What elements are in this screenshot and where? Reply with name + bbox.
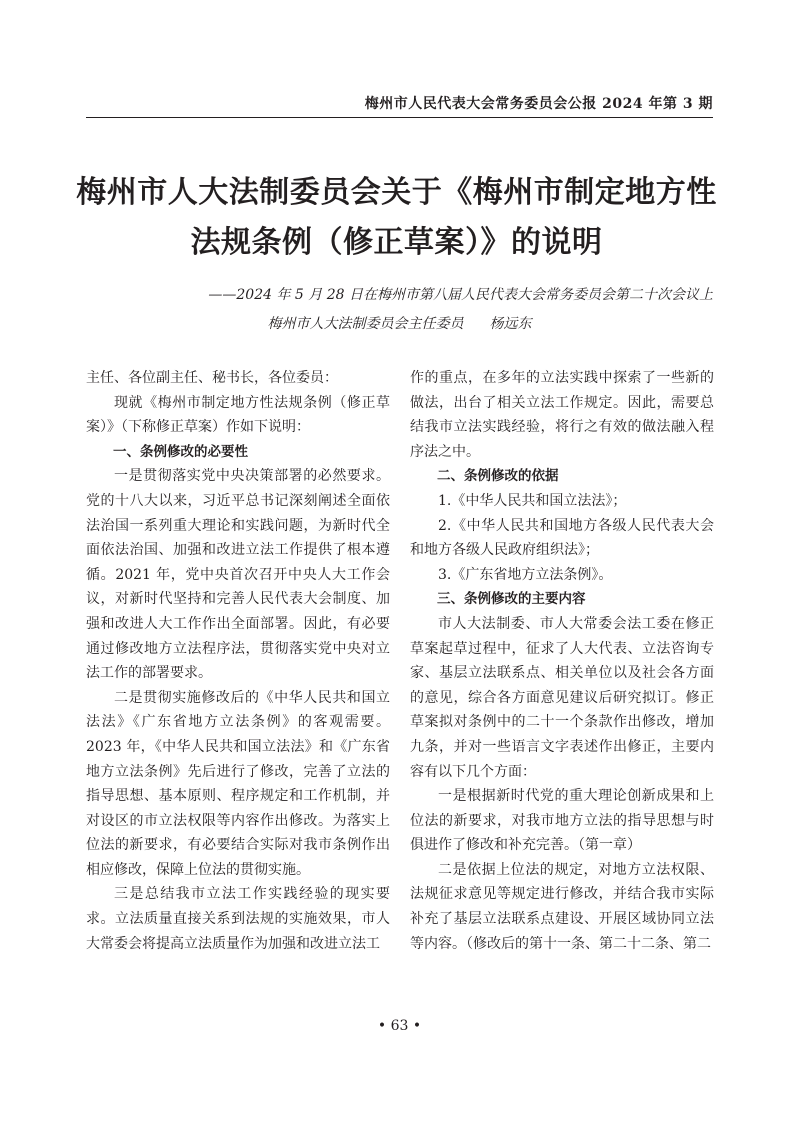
header-divider	[86, 117, 713, 118]
right-column	[410, 366, 714, 981]
paragraph-necessity-3-continued: 作的重点，在多年的立法实践中探索了一些新的做法，出台了相关立法工作规定。因此，需要总结我市立法实践经验，将行之有效的做法融入程序法之中。	[410, 370, 714, 460]
paragraph-content-2: 二是依据上位法的规定，对地方立法权限、法规征求意见等规定进行修改，并结合我市实际补充了基层立法联系点建设、开展区域协同立法等内容。（修改后的第十一条、第二十二条、第二	[410, 861, 714, 952]
title-line-2: 法规条例（修正草案）》的说明	[190, 225, 603, 260]
paragraph-necessity-2: 二是贯彻实施修改后的《中华人民共和国立法法》《广东省地方立法条例》的客观需要。2023 年，《中华人民共和国立法法》和《广东省地方立法条例》先后进行了修改，完善了立法的指导思想、基本原则、程序规定和工作机制，并对设区的市立法权限等内容作出修改。为落实上位法的新要求，有必要结合实际对我市条例作出相应修改，保障上位法的贯彻实施。	[86, 689, 390, 878]
document-title	[60, 168, 733, 268]
paragraph-content-1: 一是根据新时代党的重大理论创新成果和上位法的新要求，对我市地方立法的指导思想与时俱进作了修改和补充完善。（第一章）	[410, 788, 714, 854]
page-number: • 63 •	[377, 1018, 422, 1034]
basis-item-1: 1.《中华人民共和国立法法》；	[438, 492, 627, 509]
subtitle: ——2024 年 5 月 28 日在梅州市第八届人民代表大会常务委员会第二十次会议上	[208, 287, 713, 303]
basis-item-3: 3.《广东省地方立法条例》。	[438, 566, 613, 583]
paragraph-necessity-3: 三是总结我市立法工作实践经验的现实要求。立法质量直接关系到法规的实施效果，市人大常委会将提高立法质量作为加强和改进立法工	[86, 886, 390, 952]
section-heading-2: 二、条例修改的依据	[437, 468, 559, 485]
section-heading-3: 三、条例修改的主要内容	[437, 591, 586, 608]
left-column	[86, 366, 390, 981]
title-line-1: 梅州市人大法制委员会关于《梅州市制定地方性	[76, 175, 717, 210]
section-heading-1: 一、条例修改的必要性	[113, 443, 248, 460]
author-role: 梅州市人大法制委员会主任委员	[267, 316, 464, 332]
intro-paragraph: 现就《梅州市制定地方性法规条例（修正草案）》（下称修正草案）作如下说明：	[86, 394, 390, 436]
author-line	[86, 313, 713, 333]
basis-item-2: 2.《中华人民共和国地方各级人民代表大会和地方各级人民政府组织法》；	[410, 517, 714, 559]
author-name: 杨远东	[489, 316, 532, 332]
paragraph-necessity-1: 一是贯彻落实党中央决策部署的必然要求。党的十八大以来，习近平总书记深刻阐述全面依法治国一系列重大理论和实践问题，为新时代全面依法治国、加强和改进立法工作提供了根本遵循。2021 年，党中央首次召开中央人大工作会议，对新时代坚持和完善人民代表大会制度、加强和改进人大工作作出全面部署。因此，有必要通过修改地方立法程序法，贯彻落实党中央对立法工作的部署要求。	[86, 468, 390, 682]
running-header: 梅州市人民代表大会常务委员会公报 2024 年第 3 期	[364, 96, 713, 112]
paragraph-content-intro: 市人大法制委、市人大常委会法工委在修正草案起草过程中，征求了人大代表、立法咨询专家、基层立法联系点、相关单位以及社会各方面的意见，综合各方面意见建议后研究拟订。修正草案拟对条例中的二十一个条款作出修改，增加九条，并对一些语言文字表述作出修正，主要内容有以下几个方面：	[410, 615, 714, 780]
salutation: 主任、各位副主任、秘书长，各位委员：	[86, 370, 338, 386]
